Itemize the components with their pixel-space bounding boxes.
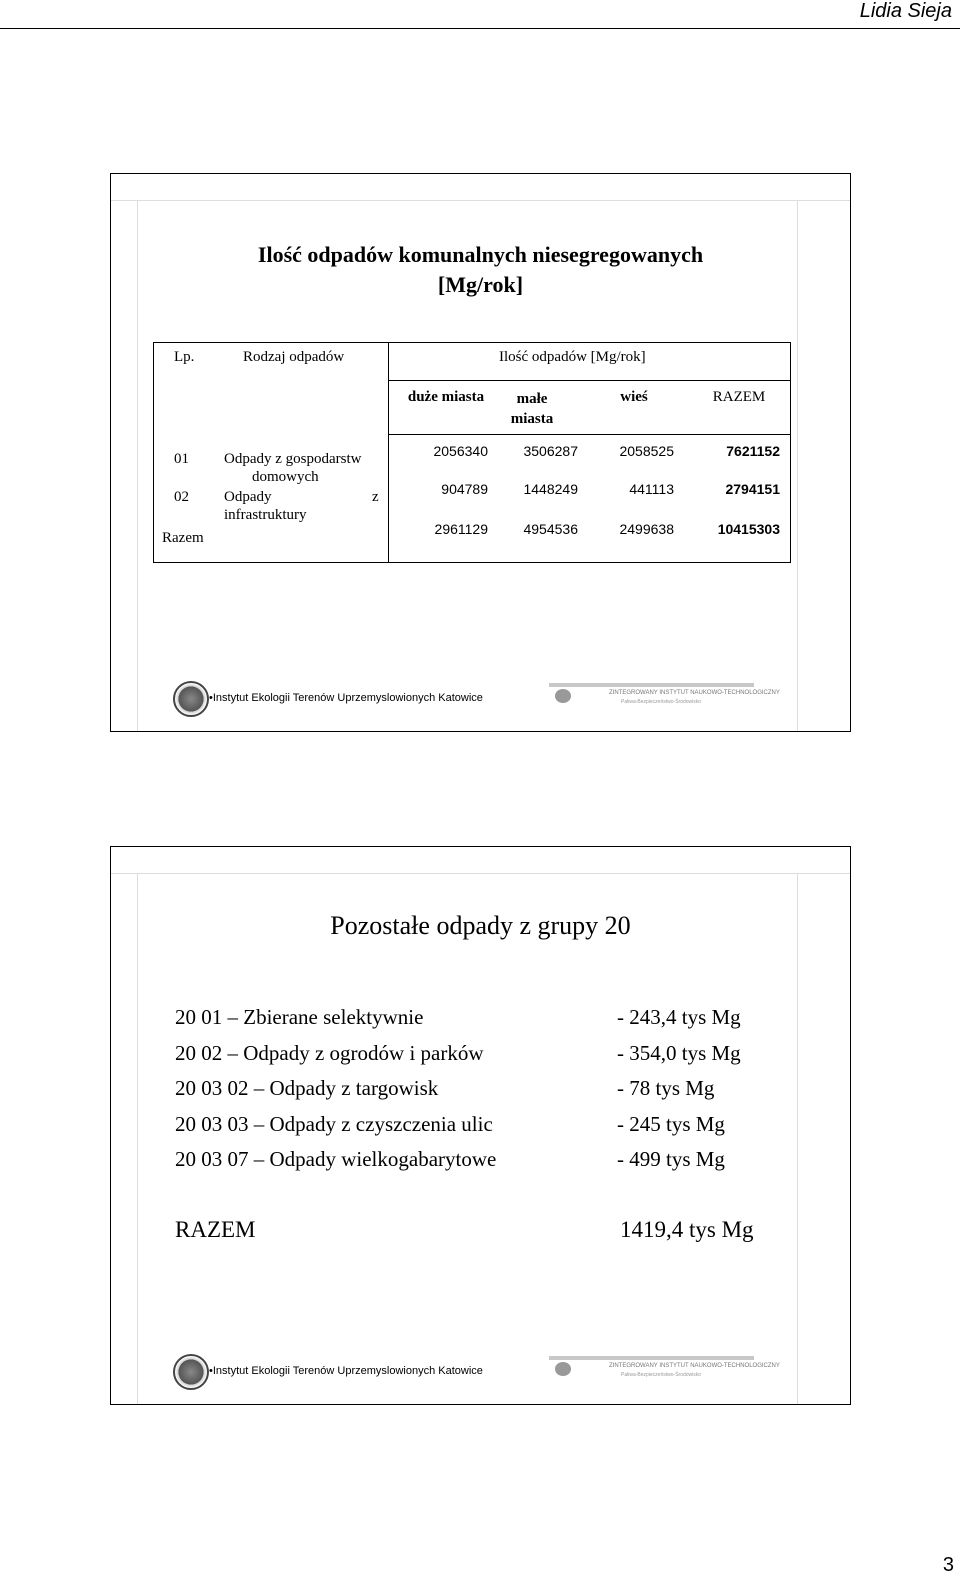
slide-guide-right: [797, 873, 798, 1404]
list-item-value: - 78 tys Mg: [617, 1076, 715, 1100]
row-01-small: 3506287: [523, 443, 578, 459]
header-author: Lidia Sieja: [859, 0, 952, 22]
row-total-big: 2961129: [434, 521, 488, 537]
table-divider-subheader: [388, 434, 790, 435]
title-line-1: Ilość odpadów komunalnych niesegregowanych: [257, 242, 704, 267]
logo-mark-icon: [555, 1362, 571, 1376]
row-02-village: 441113: [629, 481, 674, 497]
list-item-label: 20 01 – Zbierane selektywnie: [175, 1005, 424, 1029]
waste-list: [175, 1005, 795, 1183]
row-02-type-1: Odpady: [224, 489, 272, 505]
row-02-big: 904789: [441, 481, 488, 497]
slide-top-band: [111, 174, 850, 201]
row-02-small: 1448249: [523, 481, 578, 497]
row-01-type-2: domowych: [252, 469, 319, 485]
list-item-value: - 499 tys Mg: [617, 1147, 725, 1171]
header-lp: Lp.: [174, 349, 195, 365]
list-item-label: 20 03 07 – Odpady wielkogabarytowe: [175, 1147, 497, 1171]
logo-text-1: ZINTEGROWANY INSTYTUT NAUKOWO-TECHNOLOGICZNY: [609, 1363, 780, 1369]
row-01-total: 7621152: [726, 443, 780, 459]
list-item-value: - 354,0 tys Mg: [617, 1040, 741, 1065]
row-02-type-2: infrastruktury: [224, 507, 307, 523]
slide-1-title: [171, 240, 790, 300]
institute-seal-icon: [173, 681, 209, 717]
slide-1: [110, 173, 851, 732]
waste-table: [153, 342, 791, 563]
logo-text-1: ZINTEGROWANY INSTYTUT NAUKOWO-TECHNOLOGICZNY: [609, 690, 780, 696]
row-total-lp: Razem: [162, 530, 204, 546]
logo-text-2: Paliwa-Bezpieczeństwo-Środowisko: [621, 699, 702, 705]
header-divider: [0, 28, 960, 29]
page-number: 3: [942, 1554, 954, 1576]
row-02-total: 2794151: [725, 481, 780, 497]
row-01-village: 2058525: [619, 443, 674, 459]
slide-guide-left: [137, 200, 138, 731]
row-01-type-1: Odpady z gospodarstw: [224, 451, 362, 467]
slide-2: [110, 846, 851, 1405]
total-label: RAZEM: [175, 1217, 256, 1242]
institute-seal-icon: [173, 1354, 209, 1390]
list-item: [175, 1076, 795, 1112]
header-amount: Ilość odpadów [Mg/rok]: [499, 349, 646, 365]
zint-logo: [549, 1356, 780, 1382]
list-item-value: - 245 tys Mg: [617, 1111, 725, 1136]
list-item-value: - 243,4 tys Mg: [617, 1005, 741, 1029]
subheader-big-cities: duże miasta: [407, 389, 485, 405]
table-divider-vertical: [388, 343, 389, 562]
row-01-lp: 01: [174, 451, 189, 467]
row-total-small: 4954536: [523, 521, 578, 537]
row-total-village: 2499638: [619, 521, 674, 537]
slide-guide-right: [797, 200, 798, 731]
slide-guide-left: [137, 873, 138, 1404]
list-item: [175, 1041, 795, 1077]
subheader-small-cities: małe miasta: [510, 391, 554, 427]
total-value: 1419,4 tys Mg: [620, 1217, 754, 1242]
header-type: Rodzaj odpadów: [243, 349, 345, 365]
row-total-total: 10415303: [717, 521, 780, 537]
row-02-lp: 02: [174, 489, 189, 505]
list-item: [175, 1112, 795, 1148]
subheader-total: RAZEM: [712, 389, 766, 405]
institute-name: •Instytut Ekologii Terenów Uprzemyslowionych Katowice: [209, 1365, 483, 1377]
logo-text-2: Paliwa-Bezpieczeństwo-Środowisko: [621, 1372, 702, 1378]
row-02-type-extra: z: [372, 489, 379, 505]
table-divider-header: [388, 380, 790, 381]
slide-1-footer: [173, 681, 830, 721]
list-item: [175, 1147, 795, 1183]
logo-strip: [549, 1356, 754, 1360]
zint-logo: [549, 683, 780, 709]
slide-2-title: Pozostałe odpady z grupy 20: [330, 911, 631, 940]
slide-top-band: [111, 847, 850, 874]
list-item-label: 20 03 02 – Odpady z targowisk: [175, 1076, 439, 1100]
institute-name: •Instytut Ekologii Terenów Uprzemyslowionych Katowice: [209, 692, 483, 704]
row-01-big: 2056340: [433, 443, 488, 459]
slide-2-footer: [173, 1354, 830, 1394]
list-item-label: 20 02 – Odpady z ogrodów i parków: [175, 1040, 484, 1065]
logo-strip: [549, 683, 754, 687]
logo-mark-icon: [555, 689, 571, 703]
subheader-village: wieś: [620, 389, 648, 405]
title-line-2: [Mg/rok]: [437, 272, 524, 297]
list-item: [175, 1005, 795, 1041]
list-item-label: 20 03 03 – Odpady z czyszczenia ulic: [175, 1111, 493, 1136]
